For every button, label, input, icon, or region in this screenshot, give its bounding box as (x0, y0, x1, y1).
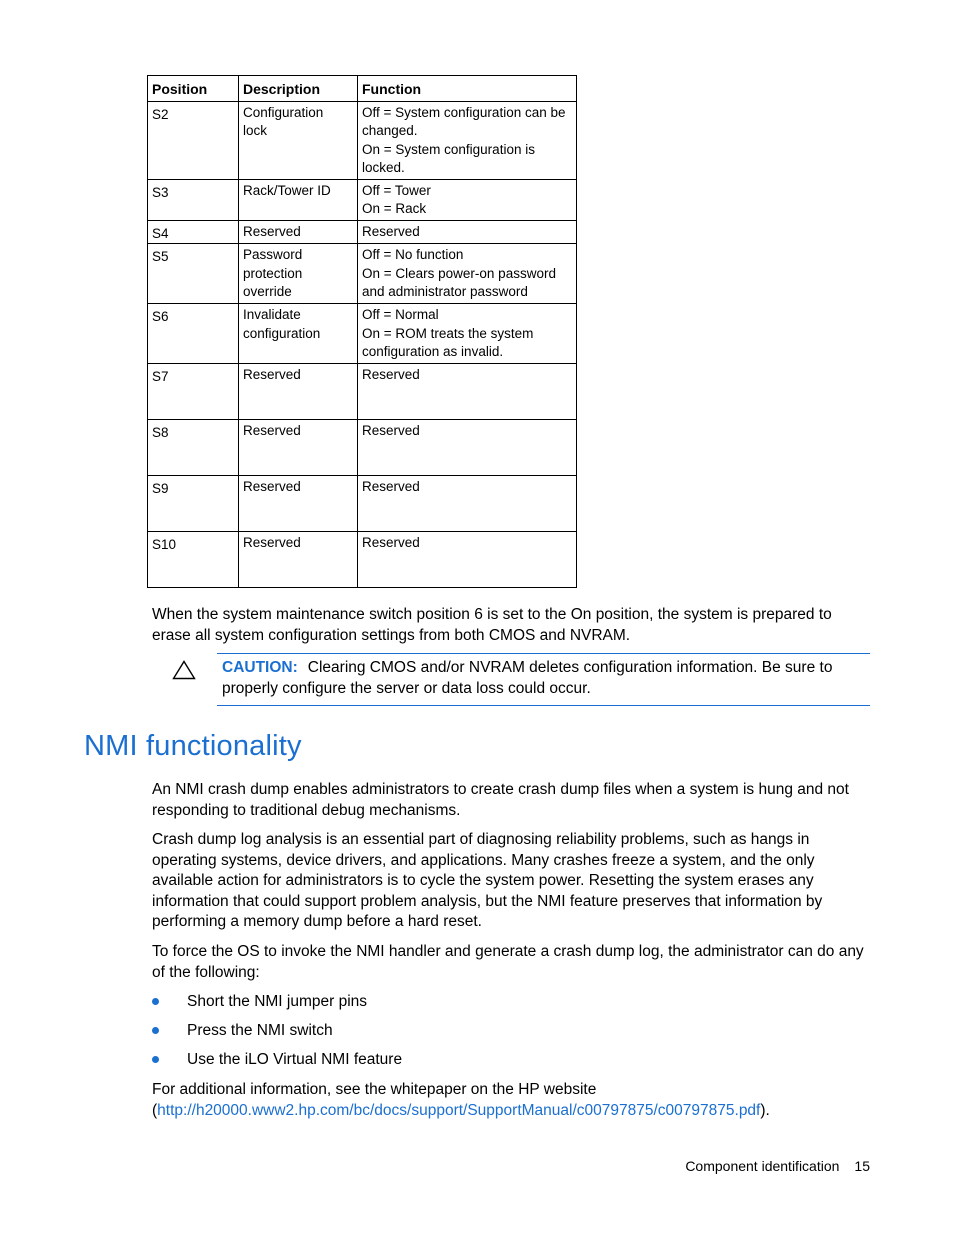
paragraph-crash-dump: Crash dump log analysis is an essential part of diagnosing reliability problems, such as hangs in operating systems, device drivers, and applications. Many crashes freeze a system, and the only available action for administrators is to cycle the system power. Resetting the system erases any information that could support problem analysis, but the NMI feature preserves that information by performing a memory dump before a hard reset. (152, 831, 823, 930)
whitepaper-link[interactable]: http://h20000.www2.hp.com/bc/docs/support/SupportManual/c00797875/c00797875.pdf (157, 1101, 761, 1119)
bullet-icon (152, 1027, 159, 1034)
cell-description: Password protection override (239, 244, 358, 304)
cell-function: Reserved (358, 476, 577, 532)
bullet-list (152, 990, 402, 1077)
caution-box (217, 653, 870, 706)
intro-paragraph: When the system maintenance switch position 6 is set to the On position, the system is prepared to erase all system configuration settings from both CMOS and NVRAM. (152, 606, 832, 644)
caution-text: Clearing CMOS and/or NVRAM deletes configuration information. Be sure to properly configure the server or data loss could occur. (222, 659, 833, 697)
list-item: Use the iLO Virtual NMI feature (152, 1048, 402, 1077)
table-row (148, 364, 577, 420)
cell-description: Invalidate configuration (239, 304, 358, 364)
header-position: Position (148, 76, 239, 102)
paragraph-force-os: To force the OS to invoke the NMI handler and generate a crash dump log, the administrator can do any of the following: (152, 943, 864, 981)
header-description: Description (239, 76, 358, 102)
cell-function: Off = No function On = Clears power-on password and administrator password (358, 244, 577, 304)
paragraph-nmi-intro: An NMI crash dump enables administrators to create crash dump files when a system is hung and not responding to traditional debug mechanisms. (152, 781, 849, 819)
table-row (148, 101, 577, 179)
cell-function: Reserved (358, 364, 577, 420)
cell-description: Configuration lock (239, 101, 358, 179)
warning-triangle-icon (172, 660, 196, 680)
cell-position: S6 (148, 304, 239, 364)
cell-description: Reserved (239, 420, 358, 476)
cell-position: S10 (148, 532, 239, 588)
header-function: Function (358, 76, 577, 102)
cell-function: Reserved (358, 420, 577, 476)
table-row (148, 304, 577, 364)
cell-function: Off = System configuration can be changed. On = System configuration is locked. (358, 101, 577, 179)
table-row (148, 532, 577, 588)
table-row (148, 244, 577, 304)
page-footer (685, 1158, 870, 1174)
cell-description: Reserved (239, 532, 358, 588)
cell-position: S9 (148, 476, 239, 532)
cell-description: Reserved (239, 364, 358, 420)
section-title: NMI functionality (84, 730, 302, 762)
caution-label: CAUTION: (222, 659, 298, 676)
table-row (148, 476, 577, 532)
table-row (148, 220, 577, 244)
table-header-row (148, 76, 577, 102)
list-item: Short the NMI jumper pins (152, 990, 402, 1019)
footer-section-label: Component identification (685, 1158, 840, 1174)
list-item: Press the NMI switch (152, 1019, 402, 1048)
cell-position: S2 (148, 101, 239, 179)
cell-function: Reserved (358, 220, 577, 244)
cell-description: Reserved (239, 476, 358, 532)
more-info-paragraph: For additional information, see the whitepaper on the HP website (http://h20000.www2.hp.com/bc/docs/support/SupportManual/c00797875/c00797875.pdf). (152, 1081, 770, 1119)
cell-position: S4 (148, 220, 239, 244)
bullet-icon (152, 998, 159, 1005)
cell-function: Off = Normal On = ROM treats the system configuration as invalid. (358, 304, 577, 364)
cell-position: S3 (148, 179, 239, 220)
cell-description: Reserved (239, 220, 358, 244)
cell-position: S7 (148, 364, 239, 420)
cell-position: S8 (148, 420, 239, 476)
more-info-text: For additional information, see the whitepaper on the HP website (152, 1081, 597, 1098)
page-number: 15 (854, 1158, 870, 1174)
cell-function: Off = Tower On = Rack (358, 179, 577, 220)
bullet-icon (152, 1056, 159, 1063)
table-body (148, 101, 577, 588)
table-row (148, 179, 577, 220)
cell-position: S5 (148, 244, 239, 304)
table-row (148, 420, 577, 476)
cell-description: Rack/Tower ID (239, 179, 358, 220)
cell-function: Reserved (358, 532, 577, 588)
switch-table (147, 75, 577, 588)
